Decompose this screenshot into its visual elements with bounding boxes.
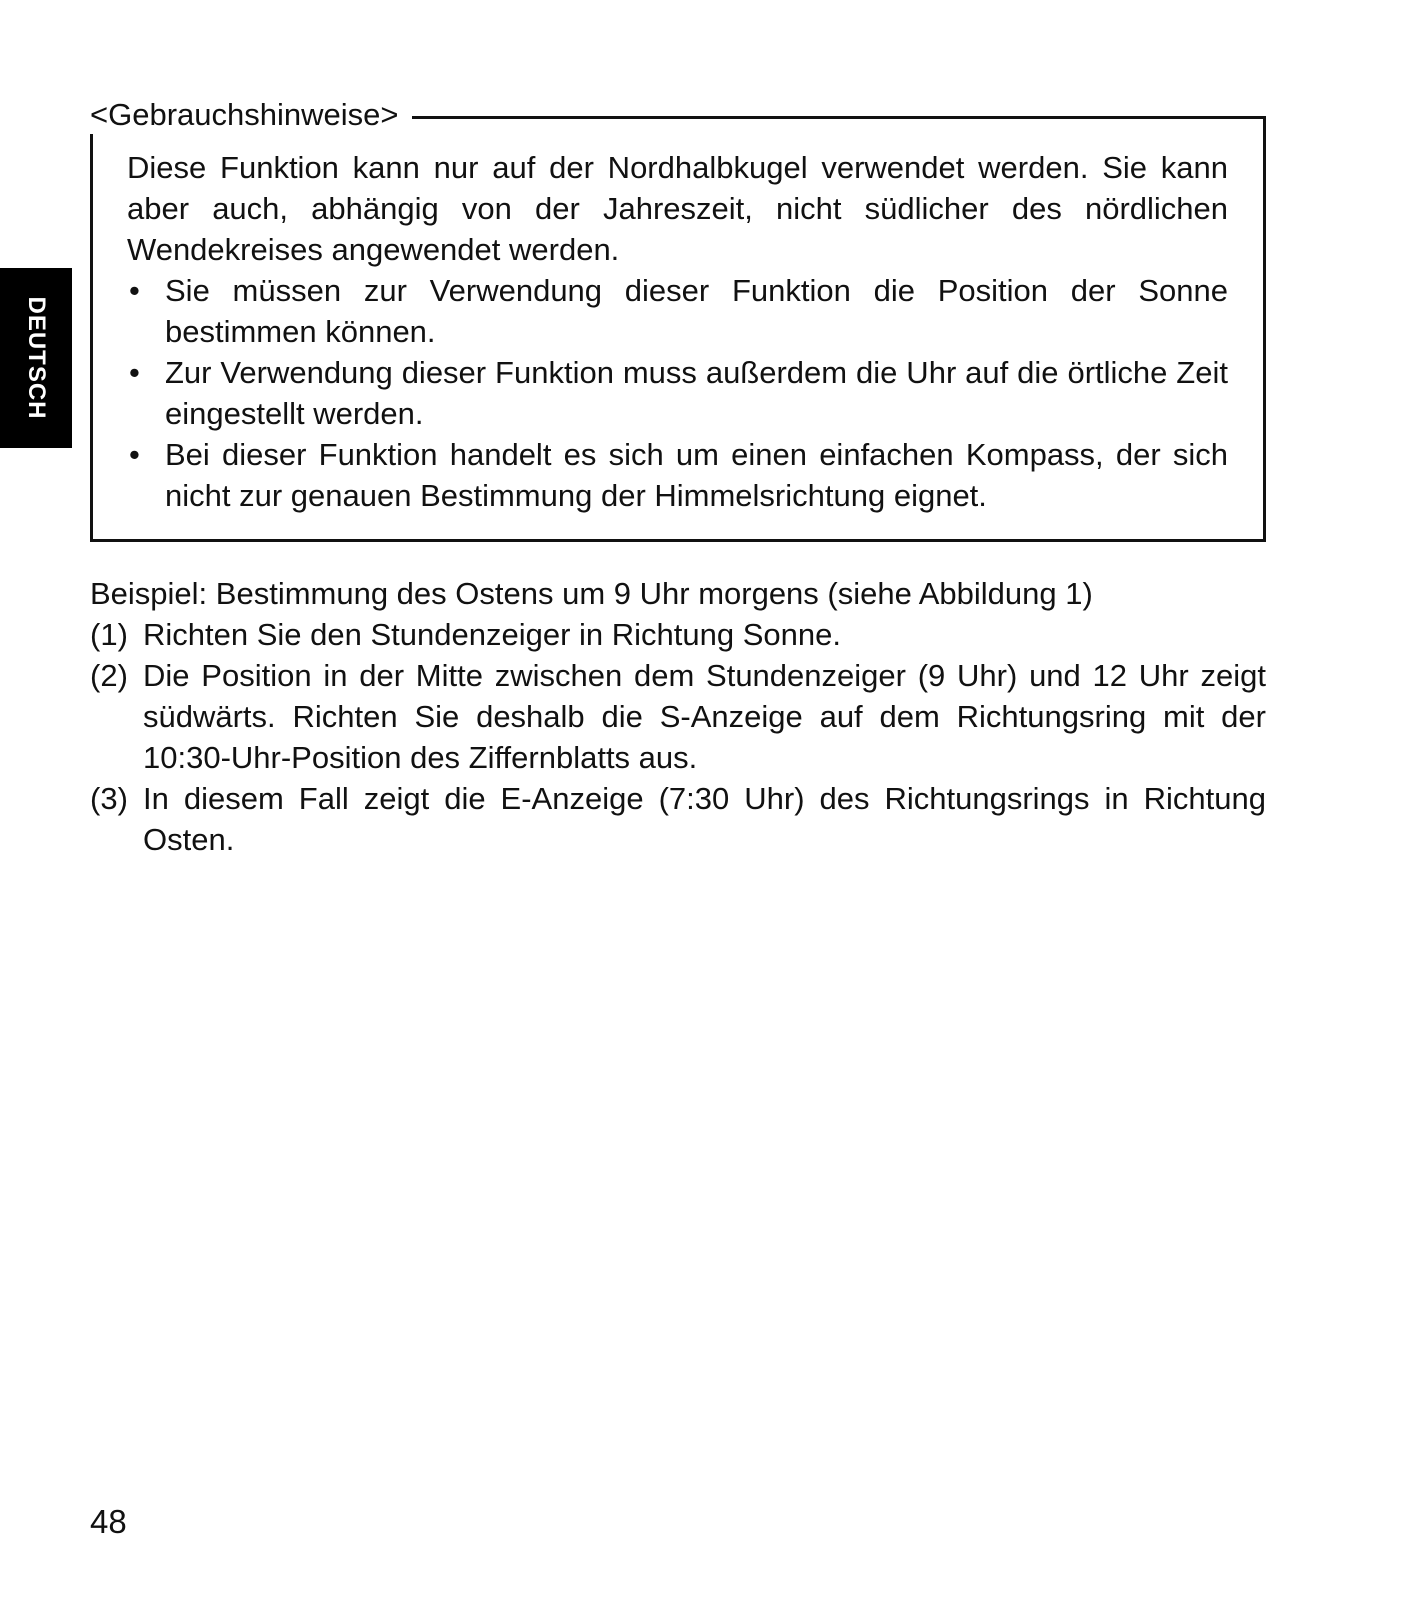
usage-notes-heading: <Gebrauchshinweise> — [90, 96, 412, 134]
step-number: (1) — [90, 617, 128, 652]
page-number: 48 — [90, 1503, 127, 1540]
usage-note-text: Sie müssen zur Verwendung dieser Funktion die Position der Sonne bestimmen können. — [165, 273, 1228, 349]
example-title: Beispiel: Bestimmung des Ostens um 9 Uhr morgens (siehe Abbildung 1) — [90, 576, 1093, 611]
language-tab — [0, 268, 72, 448]
bullet-icon: • — [129, 437, 140, 472]
bullet-icon: • — [129, 273, 140, 308]
usage-note-item — [127, 352, 1228, 434]
step-text: In diesem Fall zeigt die E-Anzeige (7:30 Uhr) des Richtungsrings in Richtung Osten. — [143, 781, 1266, 857]
example-section — [90, 573, 1266, 860]
example-step — [90, 655, 1266, 778]
usage-notes-list — [127, 270, 1228, 516]
usage-note-text: Zur Verwendung dieser Funktion muss außerdem die Uhr auf die örtliche Zeit eingestellt werden. — [165, 355, 1228, 431]
example-step — [90, 778, 1266, 860]
step-number: (3) — [90, 781, 128, 816]
step-text: Die Position in der Mitte zwischen dem Stundenzeiger (9 Uhr) und 12 Uhr zeigt südwärts. Richten Sie deshalb die S-Anzeige auf dem Richtungsring mit der 10:30-Uhr-Position des Ziffernblatts aus. — [143, 658, 1266, 775]
usage-note-item — [127, 270, 1228, 352]
step-number: (2) — [90, 658, 128, 693]
usage-note-text: Bei dieser Funktion handelt es sich um einen einfachen Kompass, der sich nicht zur genauen Bestimmung der Himmelsrichtung eignet. — [165, 437, 1228, 513]
language-tab-label: DEUTSCH — [23, 296, 50, 420]
example-steps — [90, 614, 1266, 860]
step-text: Richten Sie den Stundenzeiger in Richtung Sonne. — [143, 617, 841, 652]
usage-notes-intro: Diese Funktion kann nur auf der Nordhalbkugel verwendet werden. Sie kann aber auch, abhängig von der Jahreszeit, nicht südlicher des nördlichen Wendekreises angewendet werden. — [127, 150, 1228, 267]
usage-note-item — [127, 434, 1228, 516]
bullet-icon: • — [129, 355, 140, 390]
usage-notes-content — [127, 147, 1228, 516]
example-step — [90, 614, 1266, 655]
